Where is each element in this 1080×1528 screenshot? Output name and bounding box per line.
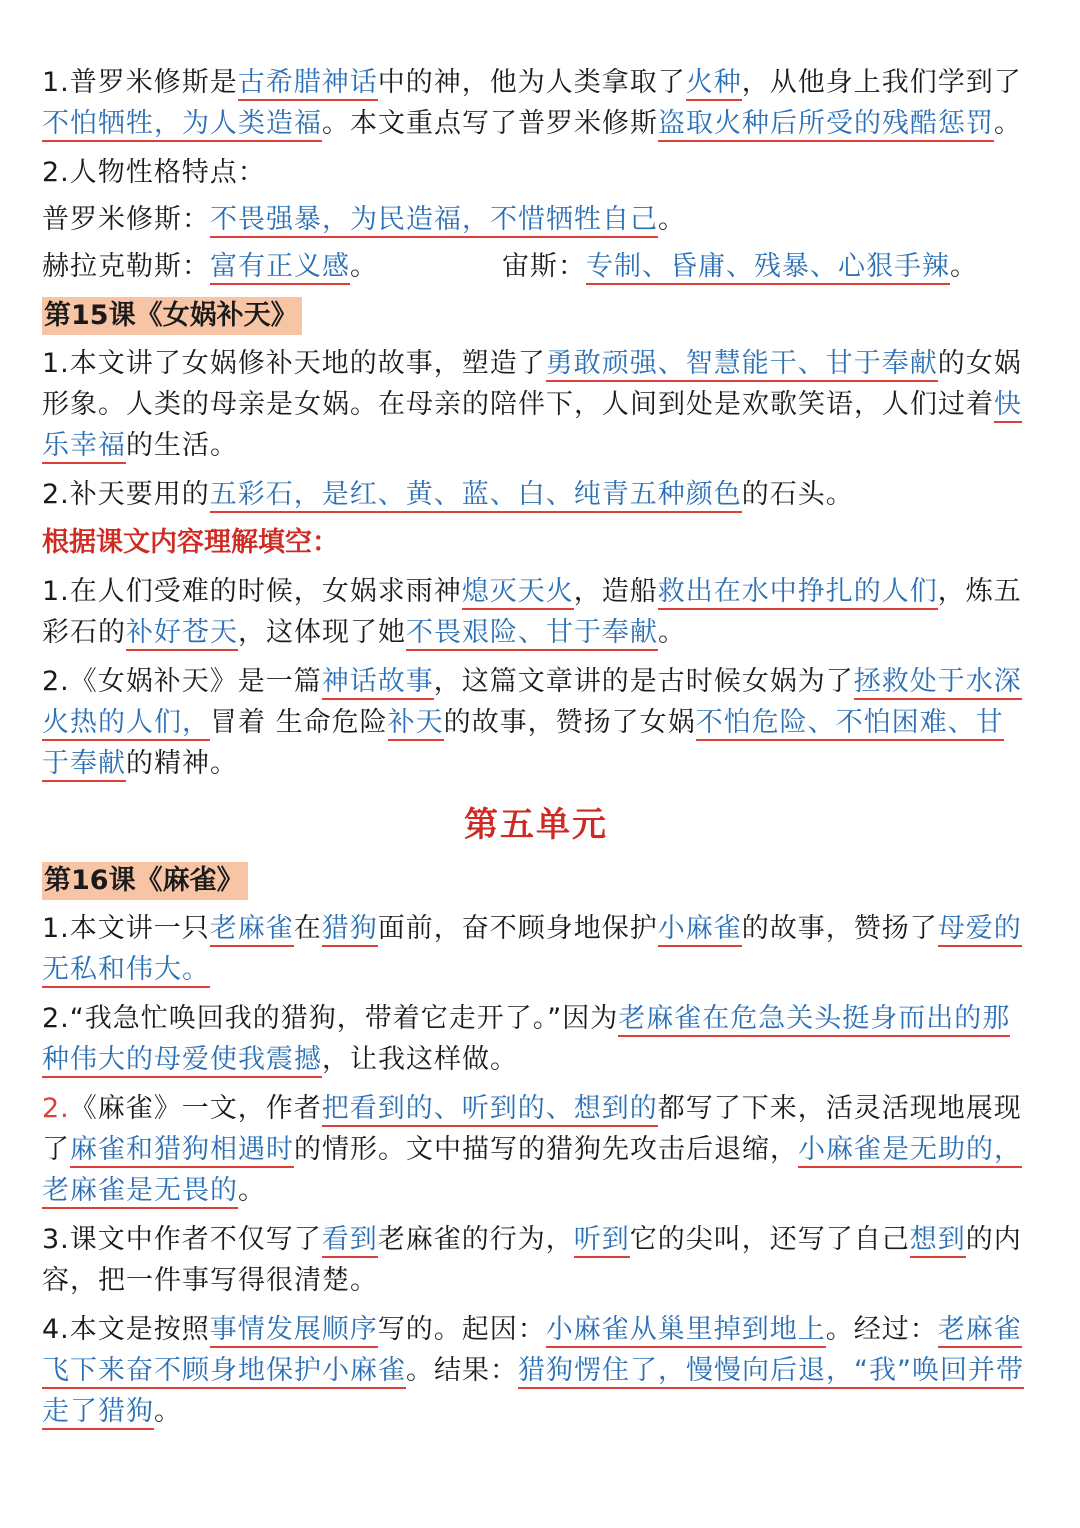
- lesson-heading-15: 第15课《女娲补天》: [42, 297, 302, 335]
- paragraph-sparrow-summary: [42, 908, 1030, 990]
- answer-blank: 猎狗愣住了，慢慢向后退，“我”唤回并带走了猎狗: [42, 1355, 1024, 1430]
- text: 老麻雀的行为，: [377, 1224, 574, 1255]
- answer-blank: 五彩石，是红、黄、蓝、白、纯青五种颜色: [210, 479, 742, 513]
- text: ，让我这样做。: [322, 1044, 518, 1075]
- text: 。: [350, 251, 378, 282]
- paragraph-nuwa-summary: [42, 343, 1030, 466]
- paragraph-prometheus-summary: [42, 62, 1030, 144]
- text: 。: [238, 1175, 266, 1206]
- paragraph-prometheus-traits: [42, 199, 1030, 240]
- text: 它的尖叫，还写了自己: [629, 1224, 910, 1255]
- answer-blank: 拯救处于水深火热的人们，: [42, 666, 1022, 741]
- text: 。: [658, 204, 686, 235]
- paragraph-sparrow-quote: [42, 998, 1030, 1080]
- text: 1.本文讲了女娲修补天地的故事，塑造了: [42, 348, 546, 379]
- answer-blank: 猎狗: [322, 913, 378, 947]
- text: 的故事，赞扬了女娲: [443, 707, 696, 738]
- text: ，这体现了她: [238, 617, 406, 648]
- text: 。结果：: [406, 1355, 518, 1386]
- text: 宙斯：: [502, 251, 586, 282]
- text: 2.《女娲补天》是一篇: [42, 666, 322, 697]
- text: 1.在人们受难的时候，女娲求雨神: [42, 576, 462, 607]
- text: 冒着 生命危险: [210, 707, 388, 738]
- fill-in-heading: 根据课文内容理解填空：: [42, 527, 339, 558]
- text: 。经过：: [825, 1314, 938, 1345]
- text: ，这篇文章讲的是古时候女娲为了: [433, 666, 854, 697]
- text: 2.: [42, 1093, 70, 1124]
- unit-title: 第五单元: [464, 805, 608, 845]
- paragraph-sparrow-writing: [42, 1088, 1030, 1211]
- text: ，炼五彩石的: [42, 576, 1022, 648]
- text: 2.“我急忙唤回我的猎狗，带着它走开了。”因为: [42, 1003, 619, 1034]
- text: 1.普罗米修斯是: [42, 67, 238, 98]
- answer-blank: 救出在水中挣扎的人们: [658, 576, 938, 610]
- answer-blank: 古希腊神话: [238, 67, 378, 101]
- text: 的生活。: [126, 430, 238, 461]
- text: 。: [994, 108, 1022, 139]
- text: 。: [658, 617, 686, 648]
- answer-blank: 不怕牺牲，为人类造福: [42, 108, 322, 142]
- answer-blank: 火种: [686, 67, 742, 101]
- answer-blank: 专制、昏庸、残暴、心狠手辣: [586, 251, 950, 285]
- answer-blank: 不畏强暴，为民造福，不惜牺牲自己: [210, 204, 658, 238]
- text: 在: [293, 913, 322, 944]
- answer-blank: 盗取火种后所受的残酷惩罚: [658, 108, 994, 142]
- text: 的精神。: [126, 748, 238, 779]
- answer-blank: 神话故事: [322, 666, 434, 700]
- answer-blank: 老麻雀飞下来奋不顾身地保护小麻雀: [42, 1314, 1022, 1389]
- text: 1.本文讲一只: [42, 913, 210, 944]
- answer-blank: 事情发展顺序: [210, 1314, 378, 1348]
- answer-blank: 想到: [910, 1224, 966, 1258]
- text: 都写了下来，活灵活现地展现了: [42, 1093, 1022, 1165]
- text: 3.课文中作者不仅写了: [42, 1224, 322, 1255]
- paragraph-nuwa-fill-1: [42, 571, 1030, 653]
- text: 。: [950, 251, 978, 282]
- text: 。: [154, 1396, 182, 1427]
- text: 的情形。文中描写的猎狗先攻击后退缩，: [294, 1134, 798, 1165]
- answer-blank: 听到: [574, 1224, 630, 1258]
- text: 的石头。: [741, 479, 854, 510]
- answer-blank: 补天: [388, 707, 444, 741]
- answer-blank: 不畏艰险、甘于奉献: [406, 617, 658, 651]
- text: 2.补天要用的: [42, 479, 210, 510]
- text: 《麻雀》一文，作者: [69, 1093, 322, 1124]
- paragraph-traits-title: 2.人物性格特点：: [42, 157, 266, 188]
- text: ，造船: [573, 576, 658, 607]
- text: 普罗米修斯：: [42, 204, 210, 235]
- text: 的女娲形象。人类的母亲是女娲。在母亲的陪伴下，人间到处是欢歌笑语，人们过着: [42, 348, 1022, 420]
- answer-blank: 把看到的、听到的、想到的: [322, 1093, 658, 1127]
- answer-blank: 富有正义感: [210, 251, 350, 285]
- text: 赫拉克勒斯：: [42, 251, 210, 282]
- answer-blank: 小麻雀: [658, 913, 742, 947]
- paragraph-sparrow-order: [42, 1309, 1030, 1432]
- text: ，从他身上我们学到了: [741, 67, 1022, 98]
- answer-blank: 快乐幸福: [42, 389, 1022, 464]
- text: 面前，奋不顾身地保护: [377, 913, 658, 944]
- answer-blank: 熄灭天火: [462, 576, 574, 610]
- text: 的故事，赞扬了: [741, 913, 938, 944]
- paragraph-nuwa-fill-2: [42, 661, 1030, 784]
- lesson-heading-16: 第16课《麻雀》: [42, 862, 248, 900]
- answer-blank: 麻雀和猎狗相遇时: [70, 1134, 294, 1168]
- text: 写的。起因：: [377, 1314, 546, 1345]
- text: 的内容，把一件事写得很清楚。: [42, 1224, 1022, 1296]
- answer-blank: 老麻雀: [210, 913, 294, 947]
- answer-blank: 补好苍天: [126, 617, 238, 651]
- answer-blank: 老麻雀在危急关头挺身而出的那种伟大的母爱使我震撼: [42, 1003, 1010, 1078]
- answer-blank: 小麻雀是无助的，老麻雀是无畏的: [42, 1134, 1022, 1209]
- answer-blank: 母爱的无私和伟大。: [42, 913, 1022, 988]
- answer-blank: 小麻雀从巢里掉到地上: [546, 1314, 826, 1348]
- text: 4.本文是按照: [42, 1314, 210, 1345]
- answer-blank: 不怕危险、不怕困难、甘于奉献: [42, 707, 1004, 782]
- answer-blank: 看到: [322, 1224, 378, 1258]
- answer-blank: 勇敢顽强、智慧能干、甘于奉献: [546, 348, 938, 382]
- text: 。本文重点写了普罗米修斯: [322, 108, 658, 139]
- paragraph-sparrow-senses: [42, 1219, 1030, 1301]
- paragraph-nuwa-stones: [42, 474, 1030, 515]
- paragraph-hercules-zeus-traits: [42, 246, 1030, 287]
- text: 中的神，他为人类拿取了: [377, 67, 686, 98]
